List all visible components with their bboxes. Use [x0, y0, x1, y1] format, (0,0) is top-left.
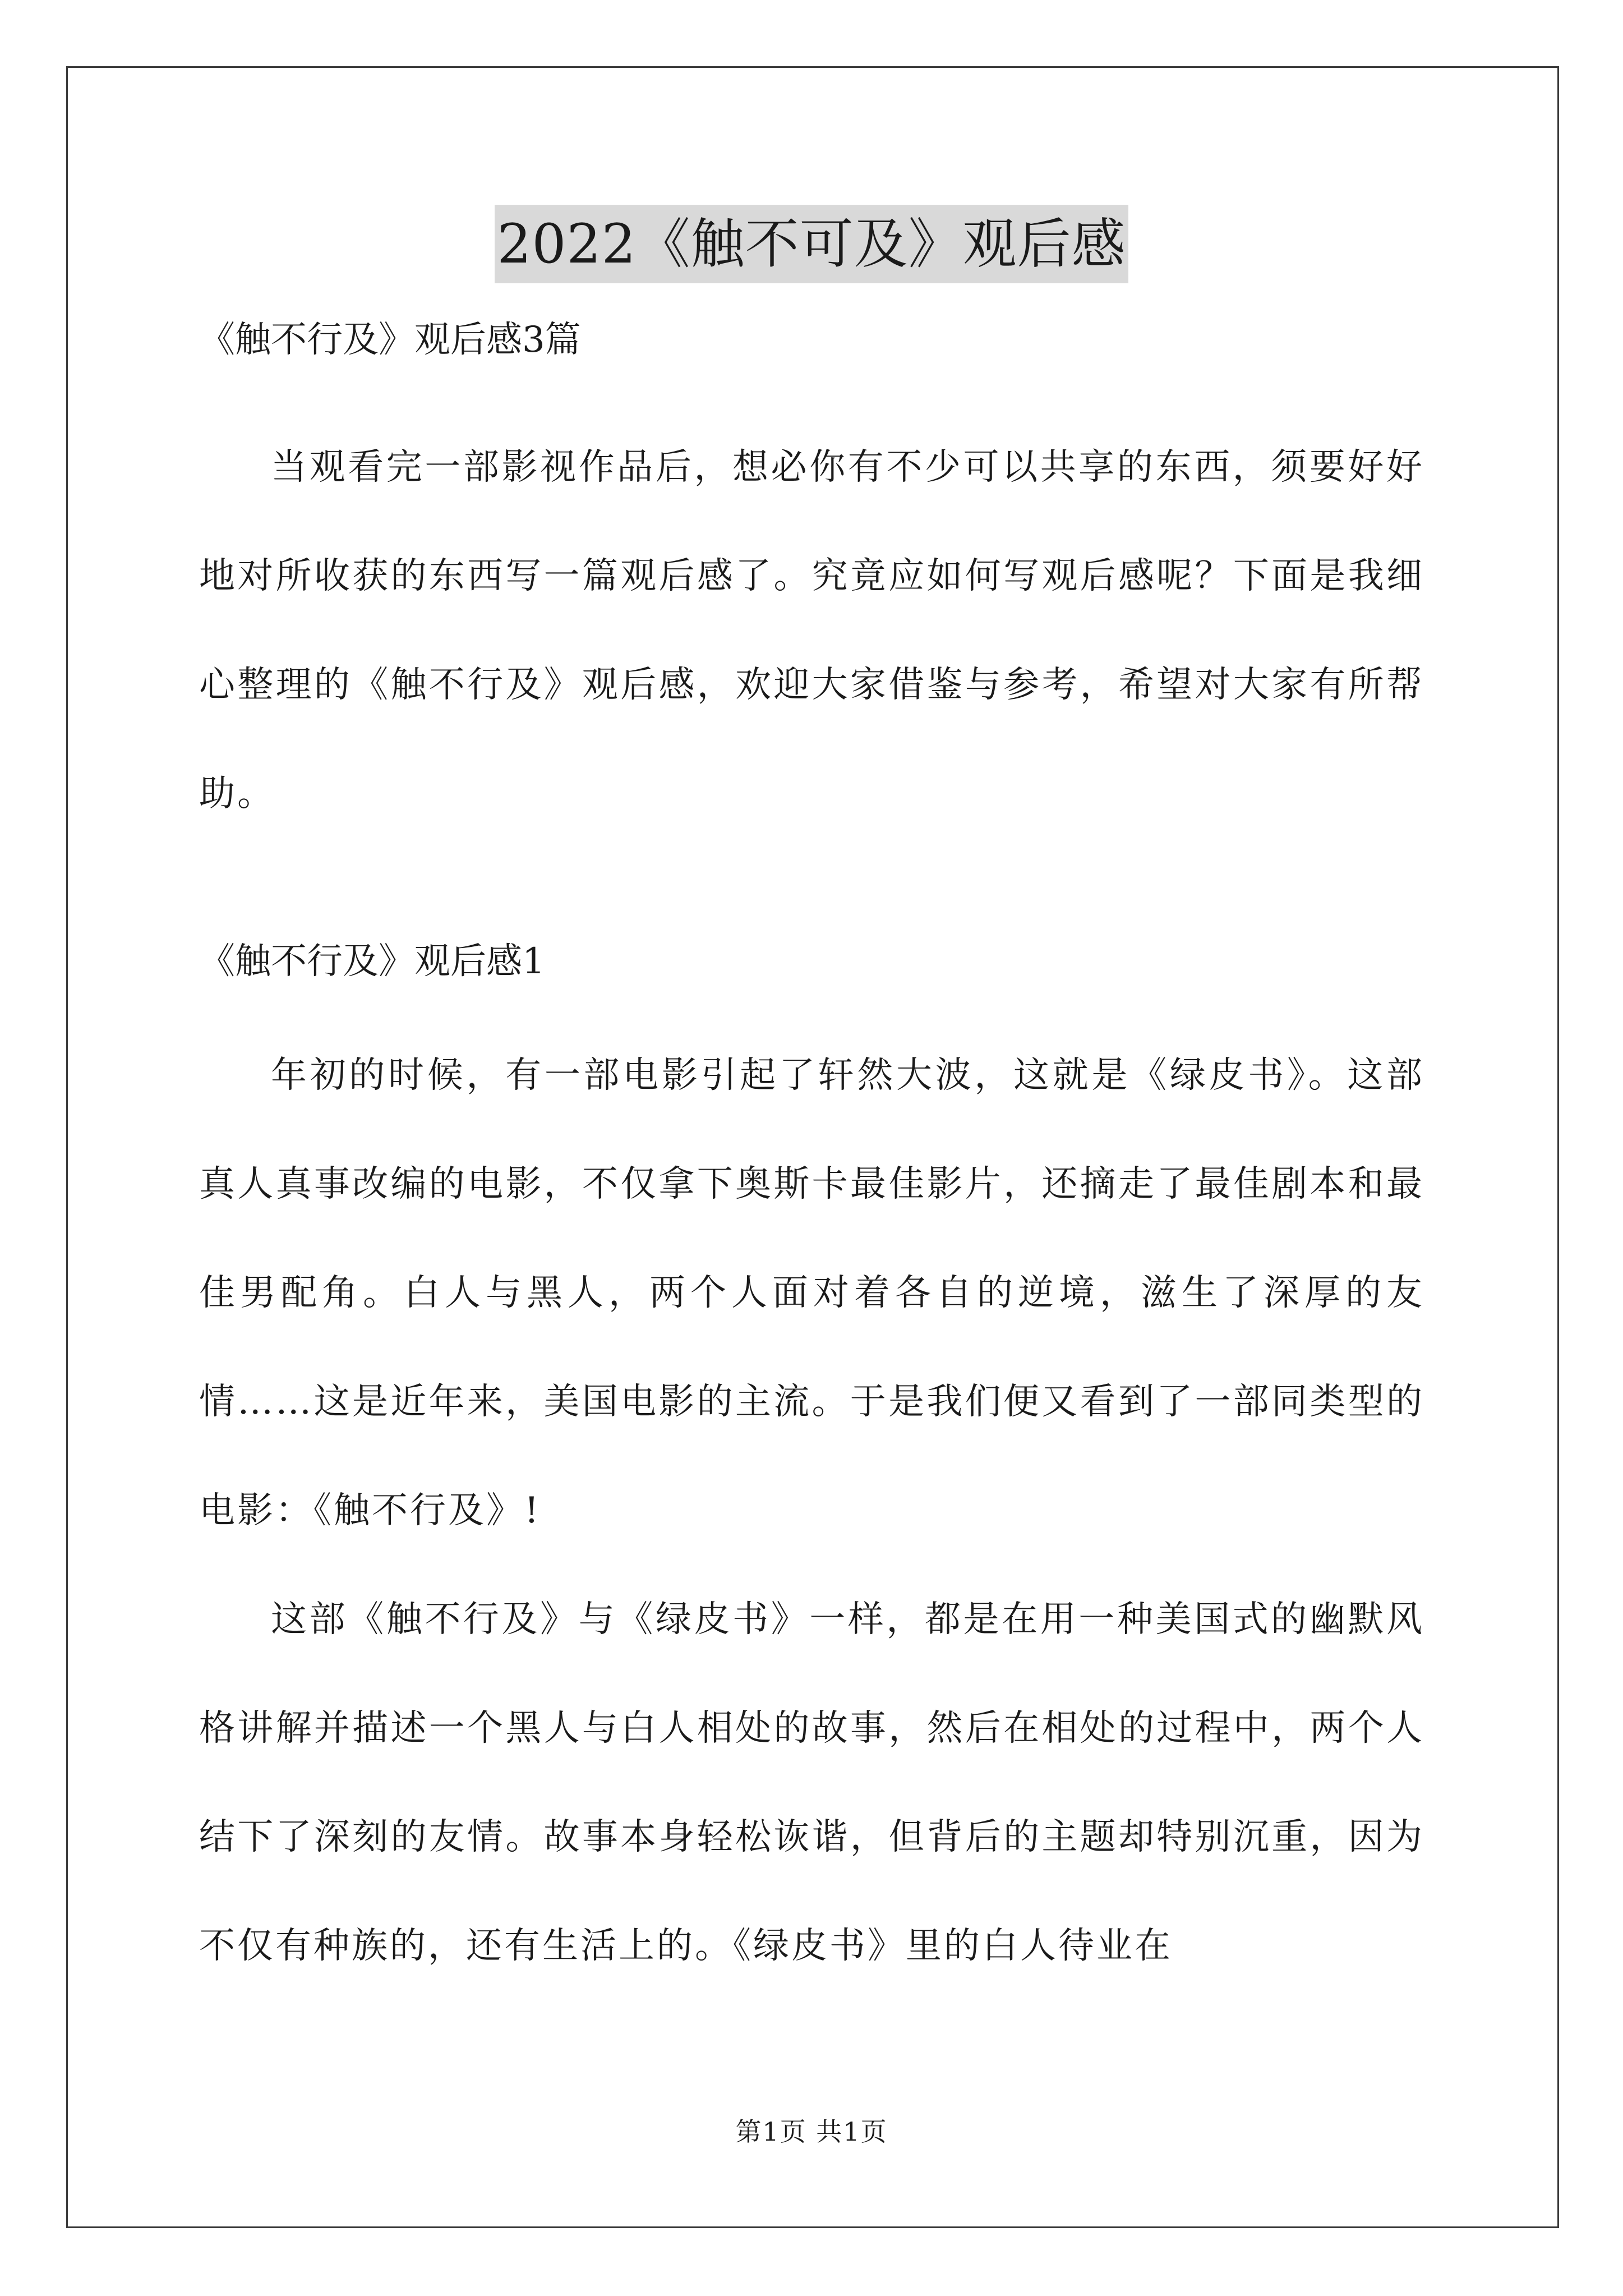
document-body [199, 314, 1424, 2000]
document-title: 2022《触不可及》观后感 [495, 205, 1128, 283]
section-heading: 《触不行及》观后感1 [199, 941, 545, 982]
body-paragraph: 这部《触不行及》与《绿皮书》一样，都是在用一种美国式的幽默风格讲解并描述一个黑人与白人相处的故事，然后在相处的过程中，两个人结下了深刻的友情。故事本身轻松诙谐，但背后的主题却特别沉重，因为不仅有种族的，还有生活上的。《绿皮书》里的白人待业在 [199, 1599, 1424, 1967]
body-paragraph: 年初的时候，有一部电影引起了轩然大波，这就是《绿皮书》。这部真人真事改编的电影，不仅拿下奥斯卡最佳影片，还摘走了最佳剧本和最佳男配角。白人与黑人，两个人面对着各自的逆境，滋生了深厚的友情……这是近年来，美国电影的主流。于是我们便又看到了一部同类型的电影：《触不行及》! [199, 1055, 1424, 1531]
intro-paragraph: 当观看完一部影视作品后，想必你有不少可以共享的东西，须要好好地对所收获的东西写一篇观后感了。究竟应如何写观后感呢？下面是我细心整理的《触不行及》观后感，欢迎大家借鉴与参考，希望对大家有所帮助。 [199, 447, 1424, 815]
document-subtitle: 《触不行及》观后感3篇 [199, 319, 581, 361]
page-footer: 第1页 共1页 [735, 2116, 888, 2147]
title-container [0, 205, 1623, 283]
